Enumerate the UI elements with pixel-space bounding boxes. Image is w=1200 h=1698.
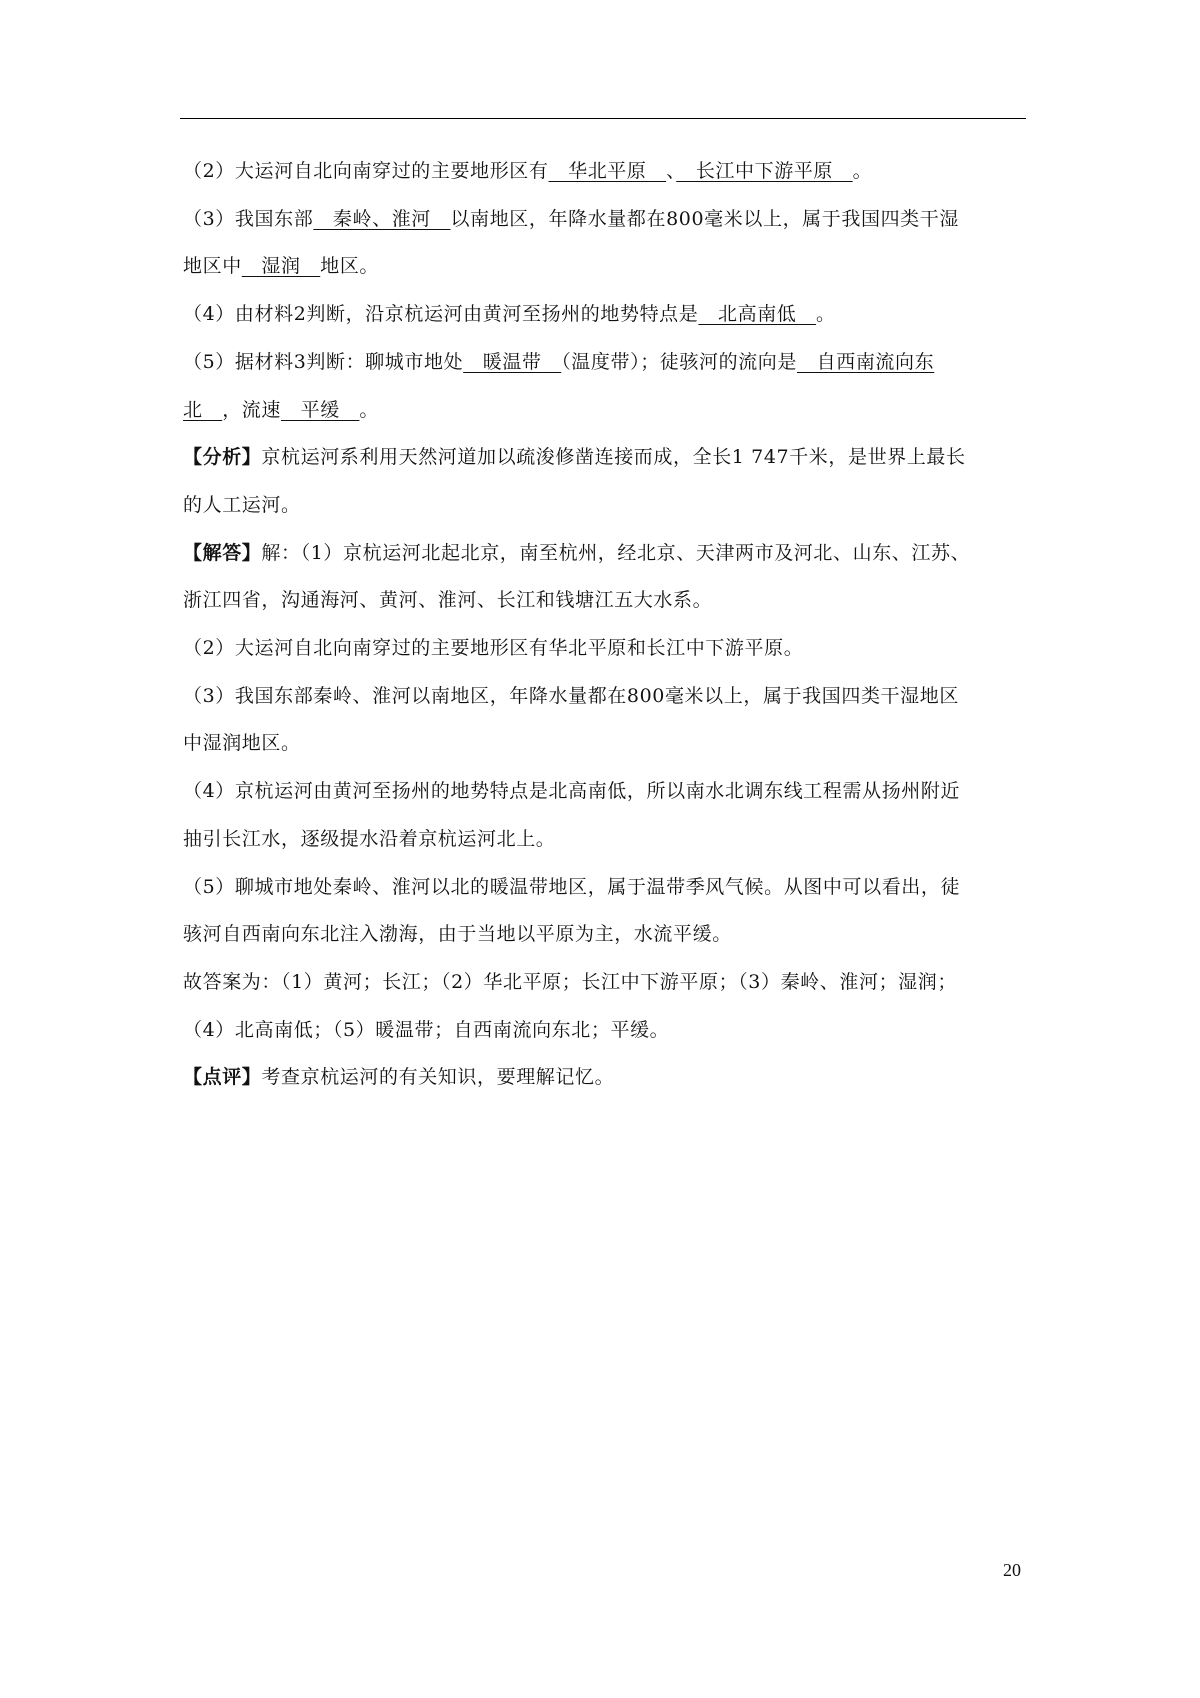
section-tag: 【点评】 <box>183 1066 262 1089</box>
section-tag: 【解答】 <box>183 541 262 564</box>
answer-blank: 暖温带 <box>463 350 562 373</box>
text-line-q5b <box>183 387 1026 435</box>
answer-blank: 华北平原 <box>548 160 667 182</box>
text-segment: （温度带）；徒骇河的流向是 <box>561 350 798 373</box>
text-line-q3b <box>183 243 1026 291</box>
text-segment: 中湿润地区。 <box>183 732 301 755</box>
answer-blank: 湿润 <box>241 255 321 278</box>
text-segment: （3）我国东部 <box>183 207 314 230</box>
text-line-answer9 <box>183 911 1026 959</box>
text-line-analysis1 <box>183 434 1026 482</box>
text-segment: 抽引长江水，逐级提水沿着京杭运河北上。 <box>183 827 556 850</box>
text-segment: 、 <box>666 160 677 182</box>
text-segment: 考查京杭运河的有关知识，要理解记忆。 <box>261 1066 615 1089</box>
answer-blank: 秦岭、淮河 <box>313 207 451 230</box>
text-line-answer6 <box>183 768 1026 816</box>
text-segment: 地区中 <box>183 255 242 278</box>
text-segment: 解：（1）京杭运河北起北京，南至杭州，经北京、天津两市及河北、山东、江苏、 <box>261 541 971 564</box>
text-line-answer1 <box>183 530 1026 578</box>
text-segment: 浙江四省，沟通海河、黄河、淮河、长江和钱塘江五大水系。 <box>183 589 713 612</box>
text-line-answer2 <box>183 577 1026 625</box>
text-segment: 京杭运河系利用天然河道加以疏浚修凿连接而成，全长1 747千米，是世界上最长 <box>261 446 966 469</box>
text-segment: （5）据材料3判断：聊城市地处 <box>183 350 464 373</box>
text-segment: 地区。 <box>320 255 380 278</box>
text-segment: 骇河自西南向东北注入渤海，由于当地以平原为主，水流平缓。 <box>183 923 732 946</box>
answer-blank: 北高南低 <box>698 303 816 326</box>
page-number: 20 <box>1003 1560 1021 1580</box>
text-line-final1 <box>183 959 1026 1007</box>
text-segment: 故答案为：（1）黄河；长江；（2）华北平原；长江中下游平原；（3）秦岭、淮河；湿润； <box>183 970 957 993</box>
answer-blank: 北 <box>183 398 223 421</box>
text-line-answer8 <box>183 864 1026 912</box>
text-segment: 以南地区，年降水量都在800毫米以上，属于我国四类干湿 <box>450 207 959 230</box>
text-line-final2 <box>183 1007 1026 1055</box>
section-tag: 【分析】 <box>183 446 262 469</box>
header-rule <box>180 118 1026 119</box>
text-segment: （5）聊城市地处秦岭、淮河以北的暖温带地区，属于温带季风气候。从图中可以看出，徒 <box>183 875 961 898</box>
text-line-q3a <box>183 196 1026 244</box>
text-segment: （4）京杭运河由黄河至扬州的地势特点是北高南低，所以南水北调东线工程需从扬州附近 <box>183 780 961 803</box>
text-line-q2 <box>183 148 1026 196</box>
text-line-answer4 <box>183 673 1026 721</box>
document-body <box>183 148 1026 1102</box>
text-line-answer3 <box>183 625 1026 673</box>
text-line-q5a <box>183 339 1026 387</box>
text-segment: （3）我国东部秦岭、淮河以南地区，年降水量都在800毫米以上，属于我国四类干湿地区 <box>183 684 959 707</box>
text-segment: ，流速 <box>222 398 282 421</box>
answer-blank: 长江中下游平原 <box>676 160 853 182</box>
text-line-answer7 <box>183 816 1026 864</box>
text-segment: （2）大运河自北向南穿过的主要地形区有 <box>183 160 549 182</box>
answer-blank: 自西南流向东 <box>797 350 935 373</box>
text-segment: （4）北高南低；（5）暖温带；自西南流向东北；平缓。 <box>183 1018 670 1041</box>
text-line-comment <box>183 1054 1026 1102</box>
text-line-answer5 <box>183 720 1026 768</box>
text-segment: 。 <box>359 398 380 421</box>
text-line-analysis2 <box>183 482 1026 530</box>
text-segment: （2）大运河自北向南穿过的主要地形区有华北平原和长江中下游平原。 <box>183 637 804 660</box>
text-segment: 的人工运河。 <box>183 493 301 516</box>
text-segment: 。 <box>816 303 836 326</box>
text-segment: （4）由材料2判断，沿京杭运河由黄河至扬州的地势特点是 <box>183 303 699 326</box>
answer-blank: 平缓 <box>281 398 360 421</box>
text-segment: 。 <box>852 160 873 182</box>
text-line-q4 <box>183 291 1026 339</box>
